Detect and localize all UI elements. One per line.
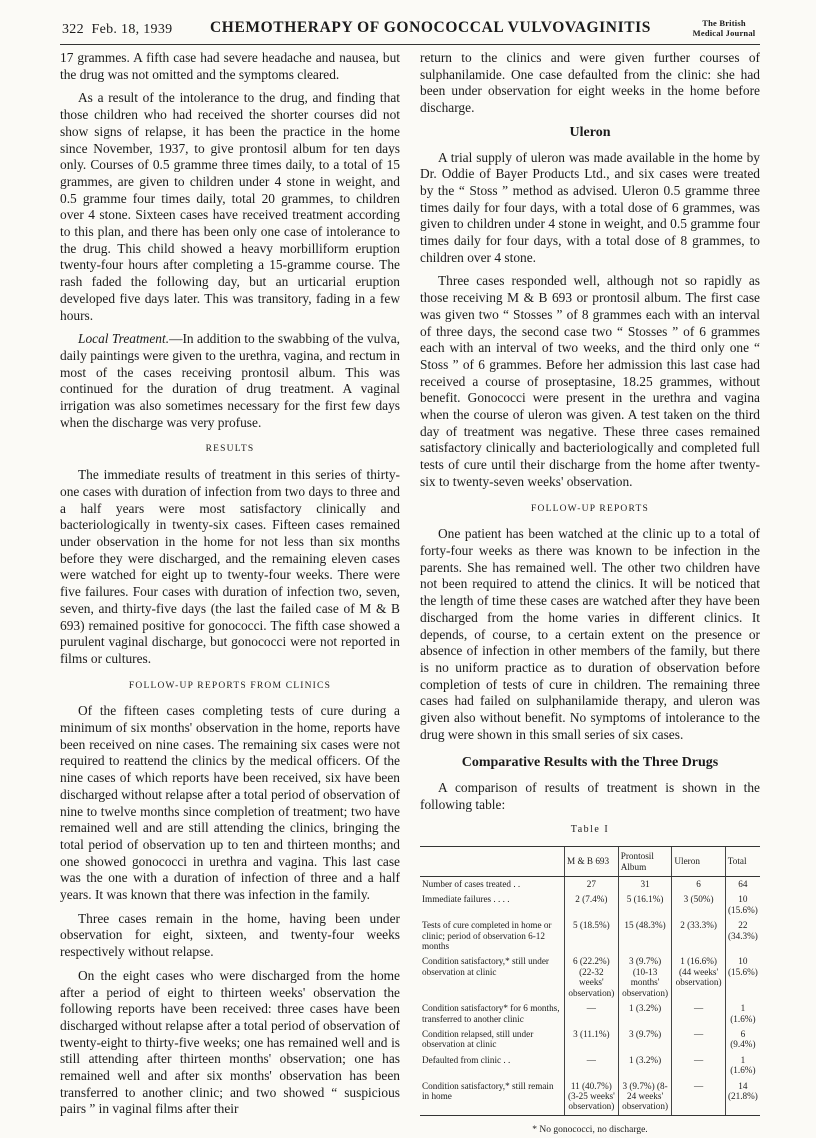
paragraph: A comparison of results of treatment is shown in the following table: (420, 780, 760, 812)
table-row (420, 954, 760, 1001)
table-row (420, 1027, 760, 1053)
table-cell: 14 (21.8%) (725, 1079, 760, 1116)
row-label: Immediate failures . . . . (422, 894, 510, 905)
table-header-blank (420, 847, 565, 877)
table-cell: 11 (40.7%) (3-25 weeks' observation) (565, 1079, 619, 1116)
table-cell: 6 (672, 877, 725, 893)
table-cell: 6 (9.4%) (725, 1027, 760, 1053)
table-cell: 1 (16.6%) (44 weeks' observation) (672, 954, 725, 1001)
paragraph-text: —In addition to the swabbing of the vulva, daily paintings were given to the urethra, vagina, and rectum in most of the cases receiving prontosil album. This was continued for the duration of drug treatment. A vaginal irrigation was also sometimes necessary for the first few days when the discharge was very profuse. (60, 331, 400, 430)
table-cell: 6 (22.2%) (22-32 weeks' observation) (565, 954, 619, 1001)
paragraph: 17 grammes. A fifth case had severe headache and nausea, but the drug was not omitted and the symptoms cleared. (60, 50, 400, 82)
issue-date: Feb. 18, 1939 (91, 22, 173, 37)
table-cell: 1 (3.2%) (618, 1053, 672, 1079)
section-heading-uleron: Uleron (569, 124, 611, 140)
table-cell: — (672, 1001, 725, 1027)
paragraph: As a result of the intolerance to the drug, and finding that those children who had received the shorter courses did not show signs of relapse, it has been the practice in the home since November, 1937, to give prontosil album for ten days only. Courses of 0.5 gramme three times daily, to a total of 15 grammes, are given to children under 4 stone in weight, and 0.5 gramme four times daily, total 20 grammes, to children over 4 stone. Sixteen cases have received treatment according to this plan, and there has been only one case of intolerance to the drug. This child showed a heavy morbilliform eruption twenty-four hours after completing a 15-gramme course. The rash faded the following day, but an urticarial eruption developed five days later. This was transitory, fading in a few hours. (60, 90, 400, 323)
table-cell: — (672, 1079, 725, 1116)
paragraph: return to the clinics and were given further courses of sulphanilamide. One case defaulted from the clinic: she had been under observation for eight weeks in the home before discharge. (420, 50, 760, 116)
table-cell: 1 (1.6%) (725, 1001, 760, 1027)
journal-name-line2: Medical Journal (692, 28, 756, 38)
paragraph: Three cases responded well, although not so rapidly as those receiving M & B 693 or prontosil album. The first case was given two “ Stosses ” of 8 grammes each with an interval of three days, the second case two “ Stosses ” of 6 grammes each with an interval of two weeks, and the third only one “ Stoss ” of 6 grammes. Before her admission this last case had received a course of proseptasine, 18.25 grammes, without benefit. Gonococci were present in the urethra and vagina when the course of uleron was given. A test taken on the third day of treatment was negative. These three cases remained satisfactory clinically and bacteriologically and completed full tests of cure until their discharge from the home after twenty-six to twenty-seven weeks' observation. (420, 273, 760, 489)
column-header: Uleron (672, 847, 725, 877)
table-cell: 3 (9.7%) (8-24 weeks' observation) (618, 1079, 672, 1116)
table-row (420, 1053, 760, 1079)
table-row (420, 892, 760, 918)
journal-name-line1: The British (702, 18, 746, 28)
table-cell: 22 (34.3%) (725, 918, 760, 954)
column-header: M & B 693 (565, 847, 619, 877)
table-row (420, 1079, 760, 1116)
running-title: CHEMOTHERAPY OF GONOCOCCAL VULVOVAGINITIS (210, 19, 651, 36)
paragraph: The immediate results of treatment in this series of thirty-one cases with duration of infection from two days to three and a half years were most satisfactory clinically and bacteriologically in twenty-six cases. Fifteen cases remained under observation in the home for not less than six months before they were discharged, and the remaining eleven cases were watched for eight up to twenty-four weeks. There were five failures. Four cases with duration of infection two, seven, seven, and thirty-five days (the last the failed case of M & B 693) remained positive for gonococci. The fifth case showed a purulent vaginal discharge, but gonococci were not reported in films or cultures. (60, 467, 400, 666)
row-label: Defaulted from clinic . . (422, 1054, 511, 1065)
column-header: Total (725, 847, 760, 877)
table-cell: 64 (725, 877, 760, 893)
paragraph: Of the fifteen cases completing tests of cure during a minimum of six months' observation in the home, reports have been received on nine cases. The remaining six cases were not required to reattend the clinics by the medical officers. Of the nine cases of which reports have been received, six have been discharged without relapse after a total period of observation of nine to twelve months since completion of treatment; two have remained well and are still attending the clinics, bringing the total period of observation up to ten and thirteen months; and one showed gonococci in urethra and vagina. This last case was the one with a duration of infection of three and a half years. It was known that there was infection in the family. (60, 703, 400, 903)
table-cell: 10 (15.6%) (725, 892, 760, 918)
table-row (420, 1001, 760, 1027)
table-cell: 15 (48.3%) (618, 918, 672, 954)
section-heading-followup-clinics: FOLLOW-UP REPORTS FROM CLINICS (128, 680, 332, 691)
table-cell: 3 (50%) (672, 892, 725, 918)
row-label: Condition satisfactory,* still remain in home (420, 1079, 565, 1116)
section-heading-results: RESULTS (205, 444, 255, 455)
section-heading-followup: FOLLOW-UP REPORTS (531, 503, 649, 514)
right-column (420, 50, 760, 1138)
table-cell: 1 (3.2%) (618, 1001, 672, 1027)
row-label: Condition relapsed, still under observation at clinic (422, 1028, 534, 1050)
row-label: Condition satisfactory,* still under observation at clinic (422, 956, 549, 977)
table-row (420, 877, 760, 893)
header-rule (60, 44, 760, 45)
paragraph: Three cases remain in the home, having been under observation for eight, sixteen, and twenty-four weeks respectively without relapse. (60, 910, 400, 960)
table-cell: — (672, 1027, 725, 1053)
table-cell: — (565, 1001, 619, 1027)
row-label: Condition satisfactory* for 6 months, transferred to another clinic (422, 1003, 560, 1024)
table-cell: — (672, 1053, 725, 1079)
journal-name (686, 18, 762, 38)
paragraph: A trial supply of uleron was made available in the home by Dr. Oddie of Bayer Products Ltd., and six cases were treated by the “ Stoss ” method as advised. Uleron 0.5 gramme three times daily for four days, with a total dose of 6 grammes, was given to children under 4 stone in weight, and 0.5 gramme four times daily for four days, with a total dose of 8 grammes, to children over 4 stone. (420, 149, 760, 265)
table-cell: — (565, 1053, 619, 1079)
left-column (60, 50, 400, 1118)
table-cell: 2 (33.3%) (672, 918, 725, 954)
section-heading-comparative: Comparative Results with the Three Drugs (461, 755, 719, 771)
table-cell: 5 (16.1%) (618, 892, 672, 918)
page-number: 322 (62, 22, 84, 37)
table-row (420, 918, 760, 954)
table-header-row (420, 847, 760, 877)
run-in-heading: Local Treatment. (78, 331, 170, 347)
table-cell: 5 (18.5%) (565, 918, 619, 954)
table-cell: 2 (7.4%) (565, 892, 619, 918)
paragraph: One patient has been watched at the clinic up to a total of forty-four weeks as there was known to be infection in the parents. She has remained well. The other two children have not been required to attend the clinics. It will be noticed that the length of time these cases are watched after they have been discharged from the home varies in different clinics. It depends, of course, to a certain extent on the presence or absence of infection in other members of the family, but there is no uniform practice as to duration of observation before completion of tests of cure in children. The remaining three cases had failed on sulphanilamide therapy, and uleron was given also without benefit. No symptoms of intolerance to the drug were shown in this small series of six cases. (420, 526, 760, 742)
results-table (420, 846, 760, 1116)
row-label: Tests of cure completed in home or clinic; period of observation 6-12 months (422, 920, 552, 952)
table-cell: 1 (1.6%) (725, 1053, 760, 1079)
paragraph-local-treatment (60, 331, 400, 431)
table-cell: 27 (565, 877, 619, 893)
table-title: Table I (570, 823, 610, 835)
table-cell: 3 (9.7%) (10-13 months' observation) (618, 954, 672, 1001)
page-number-date (62, 22, 172, 38)
table-cell: 3 (9.7%) (618, 1027, 672, 1053)
table-cell: 10 (15.6%) (725, 954, 760, 1001)
table-body (420, 877, 760, 1116)
table-cell: 31 (618, 877, 672, 893)
table-cell: 3 (11.1%) (565, 1027, 619, 1053)
row-label: Number of cases treated . . (422, 879, 521, 890)
table-footnote: * No gonococci, no discharge. (532, 1124, 648, 1135)
paragraph: On the eight cases who were discharged from the home after a period of eight to thirteen weeks' observation the following reports have been received: three cases have been discharged without relapse after a total period of observation of twenty-eight to thirty-five weeks; one has remained well and is still attending after thirteen months' observation; one has remained well and after six months' observation has been transferred to another clinic; and two showed “ suspicious pairs ” in vaginal films after their (60, 967, 400, 1117)
column-header: Prontosil Album (618, 847, 672, 877)
page-header (62, 12, 762, 42)
